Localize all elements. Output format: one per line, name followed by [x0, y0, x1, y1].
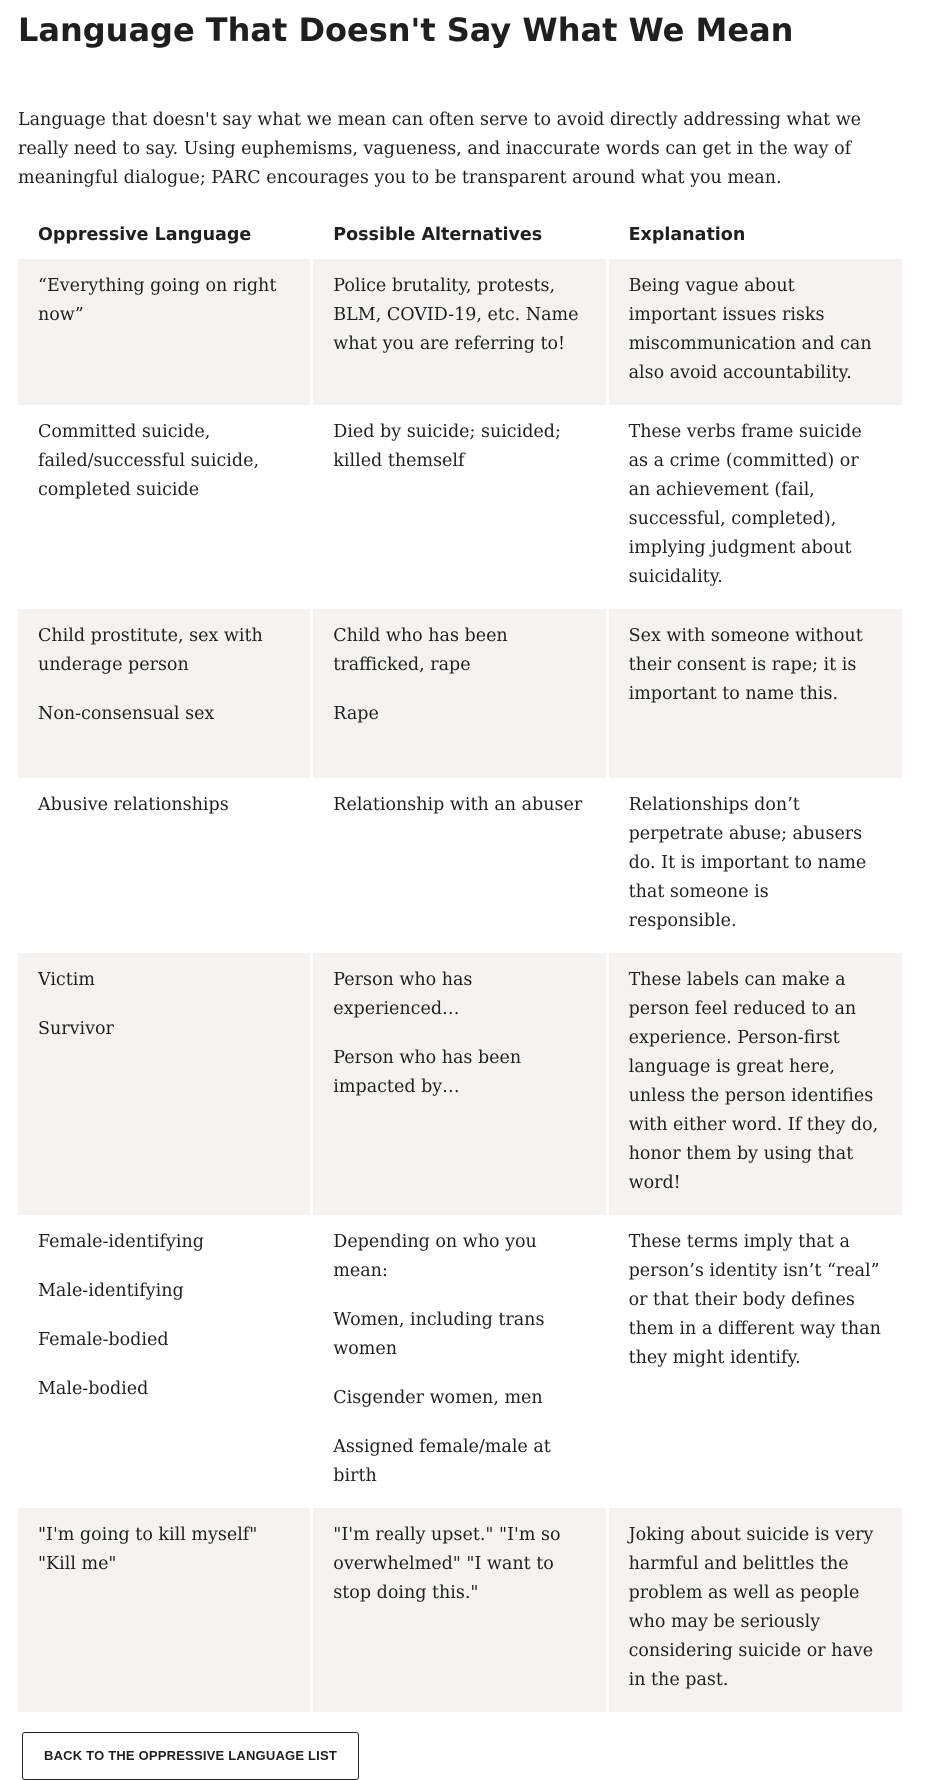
alternative-term: Died by suicide; suicided; killed themself: [333, 422, 561, 471]
oppressive-term: Male-identifying: [38, 1281, 184, 1301]
oppressive-cell: [18, 778, 310, 953]
back-to-list-button[interactable]: BACK TO THE OPPRESSIVE LANGUAGE LIST: [22, 1732, 359, 1780]
explanation-cell: [609, 259, 902, 405]
alternative-term: Assigned female/male at birth: [333, 1437, 551, 1486]
language-table: [15, 210, 905, 1712]
oppressive-term: Committed suicide, failed/successful suicide, completed suicide: [38, 422, 260, 500]
explanation-text: Relationships don’t perpetrate abuse; abusers do. It is important to name that someone is responsible.: [628, 795, 867, 931]
alternative-term: Cisgender women, men: [333, 1388, 543, 1408]
explanation-text: These terms imply that a person’s identity isn’t “real” or that their body defines them in a different way than they might identify.: [628, 1232, 881, 1368]
oppressive-cell: [18, 1215, 310, 1508]
oppressive-term: Non-consensual sex: [38, 704, 215, 724]
column-header-oppressive: Oppressive Language: [38, 224, 252, 245]
oppressive-term: Abusive relationships: [38, 795, 229, 815]
alternative-term: Relationship with an abuser: [333, 795, 583, 815]
oppressive-term: Child prostitute, sex with underage person: [38, 626, 263, 675]
alternatives-cell: [313, 405, 605, 609]
oppressive-term: Female-identifying: [38, 1232, 204, 1252]
explanation-text: Being vague about important issues risks miscommunication and can also avoid accountability.: [628, 276, 872, 383]
explanation-cell: [609, 1508, 902, 1712]
oppressive-term: “Everything going on right now”: [38, 276, 277, 325]
alternatives-cell: [313, 1508, 605, 1712]
oppressive-term: Male-bodied: [38, 1379, 149, 1399]
oppressive-term: "I'm going to kill myself" "Kill me": [38, 1525, 258, 1574]
explanation-cell: [609, 778, 902, 953]
column-header-alternatives: Possible Alternatives: [333, 224, 543, 245]
alternative-term: "I'm really upset." "I'm so overwhelmed" "I want to stop doing this.": [333, 1525, 561, 1603]
alternative-term: Person who has been impacted by…: [333, 1048, 522, 1097]
alternatives-cell: [313, 953, 605, 1215]
explanation-text: These labels can make a person feel reduced to an experience. Person-first language is great here, unless the person identifies with either word. If they do, honor them by using that word!: [628, 970, 879, 1193]
oppressive-cell: [18, 953, 310, 1215]
table-row: [18, 259, 902, 405]
alternatives-cell: [313, 1215, 605, 1508]
explanation-cell: [609, 609, 902, 778]
table-row: [18, 953, 902, 1215]
explanation-cell: [609, 953, 902, 1215]
oppressive-term: Survivor: [38, 1019, 114, 1039]
oppressive-cell: [18, 609, 310, 778]
alternatives-cell: [313, 778, 605, 953]
explanation-text: Sex with someone without their consent is rape; it is important to name this.: [628, 626, 863, 704]
oppressive-term: Victim: [38, 970, 95, 990]
explanation-cell: [609, 1215, 902, 1508]
page-title: Language That Doesn't Say What We Mean: [18, 11, 794, 49]
explanation-text: Joking about suicide is very harmful and belittles the problem as well as people who may be seriously considering suicide or have in the past.: [628, 1525, 874, 1690]
table-row: [18, 778, 902, 953]
oppressive-cell: [18, 405, 310, 609]
column-header-explanation: Explanation: [628, 224, 746, 245]
oppressive-cell: [18, 259, 310, 405]
alternative-term: Depending on who you mean:: [333, 1232, 537, 1281]
alternative-term: Women, including trans women: [333, 1310, 545, 1359]
table-header-row: [18, 210, 902, 259]
explanation-cell: [609, 405, 902, 609]
alternatives-cell: [313, 609, 605, 778]
table-row: [18, 609, 902, 778]
table-row: [18, 1215, 902, 1508]
oppressive-cell: [18, 1508, 310, 1712]
alternative-term: Police brutality, protests, BLM, COVID-19, etc. Name what you are referring to!: [333, 276, 579, 354]
alternative-term: Child who has been trafficked, rape: [333, 626, 508, 675]
explanation-text: These verbs frame suicide as a crime (committed) or an achievement (fail, successful, completed), implying judgment about suicidality.: [628, 422, 862, 587]
alternative-term: Rape: [333, 704, 379, 724]
intro-paragraph: Language that doesn't say what we mean can often serve to avoid directly addressing what we really need to say. Using euphemisms, vagueness, and inaccurate words can get in the way of meaningful dialogue; PARC encourages you to be transparent around what you mean.: [18, 110, 862, 188]
alternatives-cell: [313, 259, 605, 405]
oppressive-term: Female-bodied: [38, 1330, 169, 1350]
alternative-term: Person who has experienced…: [333, 970, 473, 1019]
table-row: [18, 405, 902, 609]
table-row: [18, 1508, 902, 1712]
